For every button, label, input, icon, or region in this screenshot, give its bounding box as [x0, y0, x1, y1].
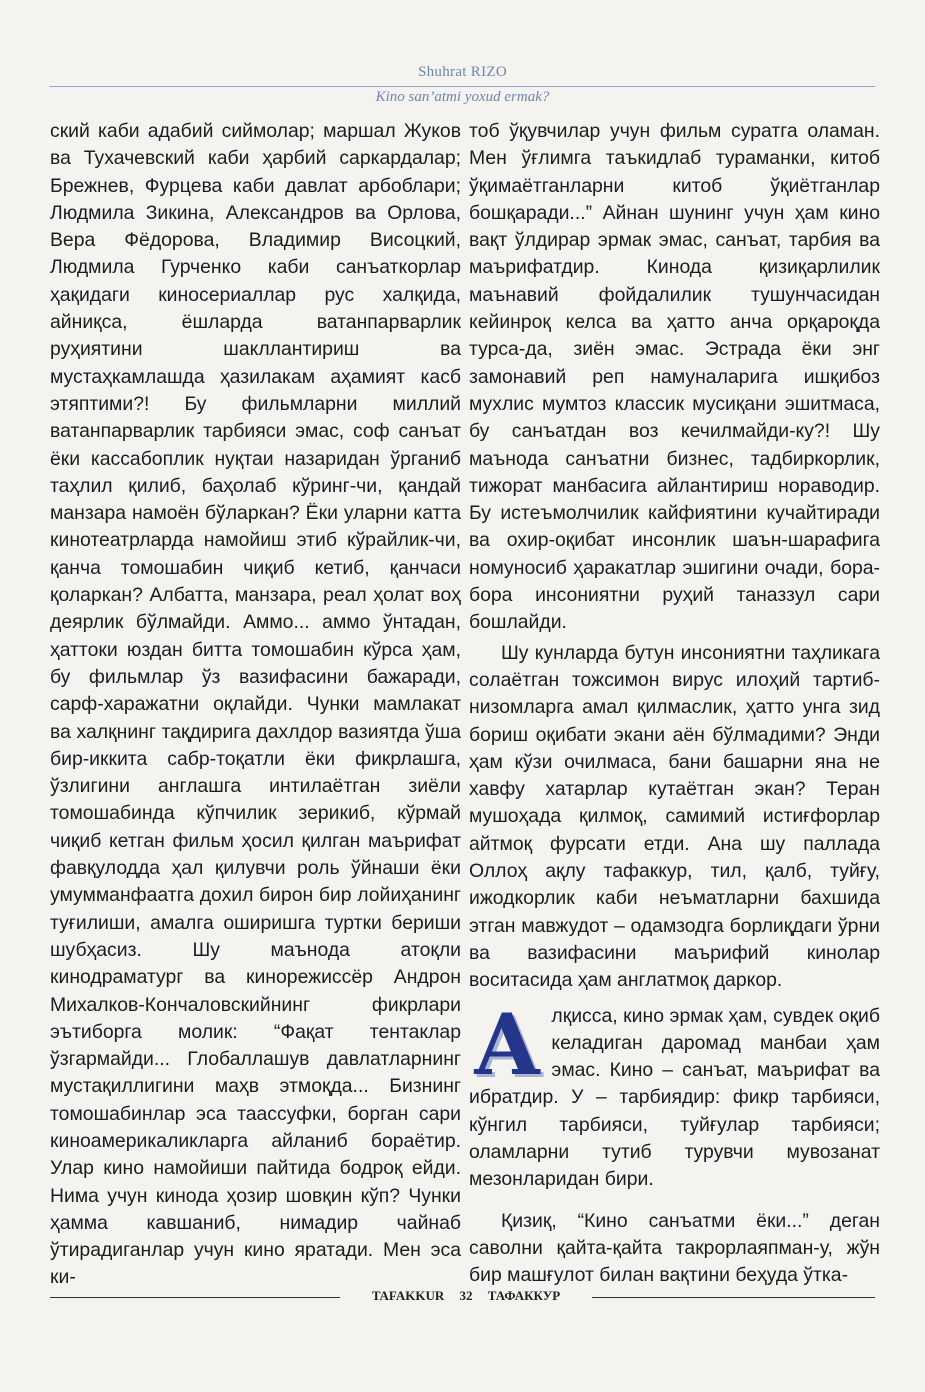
magazine-name-cyrillic: ТАФАККУР: [487, 1288, 561, 1303]
paragraph: тоб ўқувчилар учун фильм суратга оламан. Мен ўғлимга таъкидлаб тураманки, китоб ўқимаётганларни китоб ўқиётганлар бошқаради...” Айнан шунинг учун ҳам кино вақт ўлдирар эрмак эмас, санъат, тарбия ва маърифатдир. Кинода қизиқарлилик маънавий фойдалилик тушунчасидан кейинроқ келса ва ҳатто анча орқароқда турса-да, зиён эмас. Эстрада ёки энг замонавий реп намуналарига ишқибоз мухлис мумтоз классик мусиқани эшитмаса, бу санъатдан воз кечилмайди-ку?! Шу маънода санъатни бизнес, тадбиркорлик, тижорат манбасига айлантириш нораводир. Бу истеъмолчилик кайфиятини кучайтиради ва охир-оқибат инсонлик шаън-шарафига номуносиб ҳаракатлар эшигини очади, бора-бора инсониятни руҳий таназзул сари бошлайди.: [469, 120, 880, 634]
right-column: [469, 118, 880, 1289]
paragraph: Шу кунларда бутун инсониятни таҳликага солаётган тожсимон вирус илоҳий тартиб-низомларга амал қилмаслик, ҳатто унга зид бориш оқибати экани аён бўлмадими? Энди ҳам кўзи очилмаса, бани башарни яна не хавфу хатарлар кутаётган экан? Теран мушоҳада қилмоқ, самимий истиғфорлар айтмоқ фурсати етди. Ана шу паллада Оллоҳ ақлу тафаккур, тил, қалб, туйғу, ижодкорлик каби неъматларни бахшида этган мавжудот – одамзодга борлиқдаги ўрни ва вазифасини маърифий кинолар воситасида ҳам англатмоқ даркор.: [469, 641, 880, 992]
footer-divider-left: [50, 1297, 340, 1298]
header-divider: [50, 86, 875, 87]
footer-divider-right: [592, 1297, 875, 1298]
footer-label: [340, 1288, 592, 1304]
dropcap-paragraph: [469, 994, 880, 1194]
author-name: Shuhrat RIZO: [417, 64, 507, 80]
page-number: 32: [459, 1288, 473, 1303]
paragraph: лқисса, кино эрмак ҳам, сувдек оқиб келадиган даромад манбаи ҳам эмас. Кино – санъат, маърифат ва ибратдир. У – тарбиядир: фикр тарбияси, кўнгил тарбияси, туйғулар тарбияси; оламларни тутиб турувчи мувозанат мезонларидан бири.: [469, 1004, 880, 1191]
page-footer: [0, 1288, 925, 1308]
article-subtitle: Kino san’atmi yoxud ermak?: [375, 89, 550, 105]
paragraph: ский каби адабий сиймолар; маршал Жуков ва Тухачевский каби ҳарбий саркардалар; Брежнев, Фурцева каби давлат арбоблари; Людмила Зикина, Александров ва Орлова, Вера Фёдорова, Владимир Висоцкий, Людмила Гурченко каби санъаткорлар ҳақидаги киносериаллар рус халқида, айниқса, ёшларда ватанпарварлик руҳиятини шакллантириш ва мустаҳкамлашда ҳазилакам аҳамият касб этяптими?! Бу фильмларни миллий ватанпарварлик тарбияси эмас, соф санъат ёки кассабоплик нуқтаи назаридан ўрганиб таҳлил қилиб, баҳолаб кўринг-чи, қандай манзара намоён бўларкан? Ёки уларни катта кинотеатрларда намойиш этиб кўрайлик-чи, қанча томошабин чиқиб кетиб, қанчаси қоларкан? Албатта, манзара, реал ҳолат воҳ деярлик бўлмайди. Аммо... аммо ўнтадан, ҳаттоки юздан битта томошабин кўрса ҳам, бу фильмлар ўз вазифасини бажаради, сарф-харажатни оқлайди. Чунки мамлакат ва халқнинг тақдирига дахлдор вазиятда ўша бир-иккита сабр-тоқатли ёки фикрлашга, ўзлигини англашга интилаётган зиёли томошабинда кўпчилик зерикиб, кўрмай чиқиб кетган фильм ҳосил қилган маърифат фавқулодда ҳал қилувчи роль ўйнаши ёки умумманфаатга дохил бирон бир лойиҳанинг туғилиши, амалга оширишга туртки бериши шубҳасиз. Шу маънода атоқли кинодраматург ва кинорежиссёр Андрон Михалков-Кончаловскийнинг фикрлари эътиборга молик: “Фақат тентаклар ўзгармайди... Глобаллашув давлатларнинг мустақиллигини маҳв этмоқда... Бизнинг томошабинлар эса таассуфки, борган сари киноамерикаликларга айланиб бораётир. Улар кино намойиши пайтида бодроқ ейди. Нима учун кинода ҳозир шовқин кўп? Чунки ҳамма кавшаниб, нимадир чайнаб ўтирадиганлар учун кино яратади. Мен эса ки-: [50, 120, 461, 1289]
paragraph: Қизиқ, “Кино санъатми ёки...” деган саволни қайта-қайта такрорлаяпман-у, жўн бир машғулот билан вақтини беҳуда ўтка-: [469, 1209, 880, 1287]
drop-cap-letter: А: [473, 994, 542, 1094]
left-column: [50, 118, 461, 1292]
magazine-name-latin: TAFAKKUR: [371, 1288, 445, 1303]
